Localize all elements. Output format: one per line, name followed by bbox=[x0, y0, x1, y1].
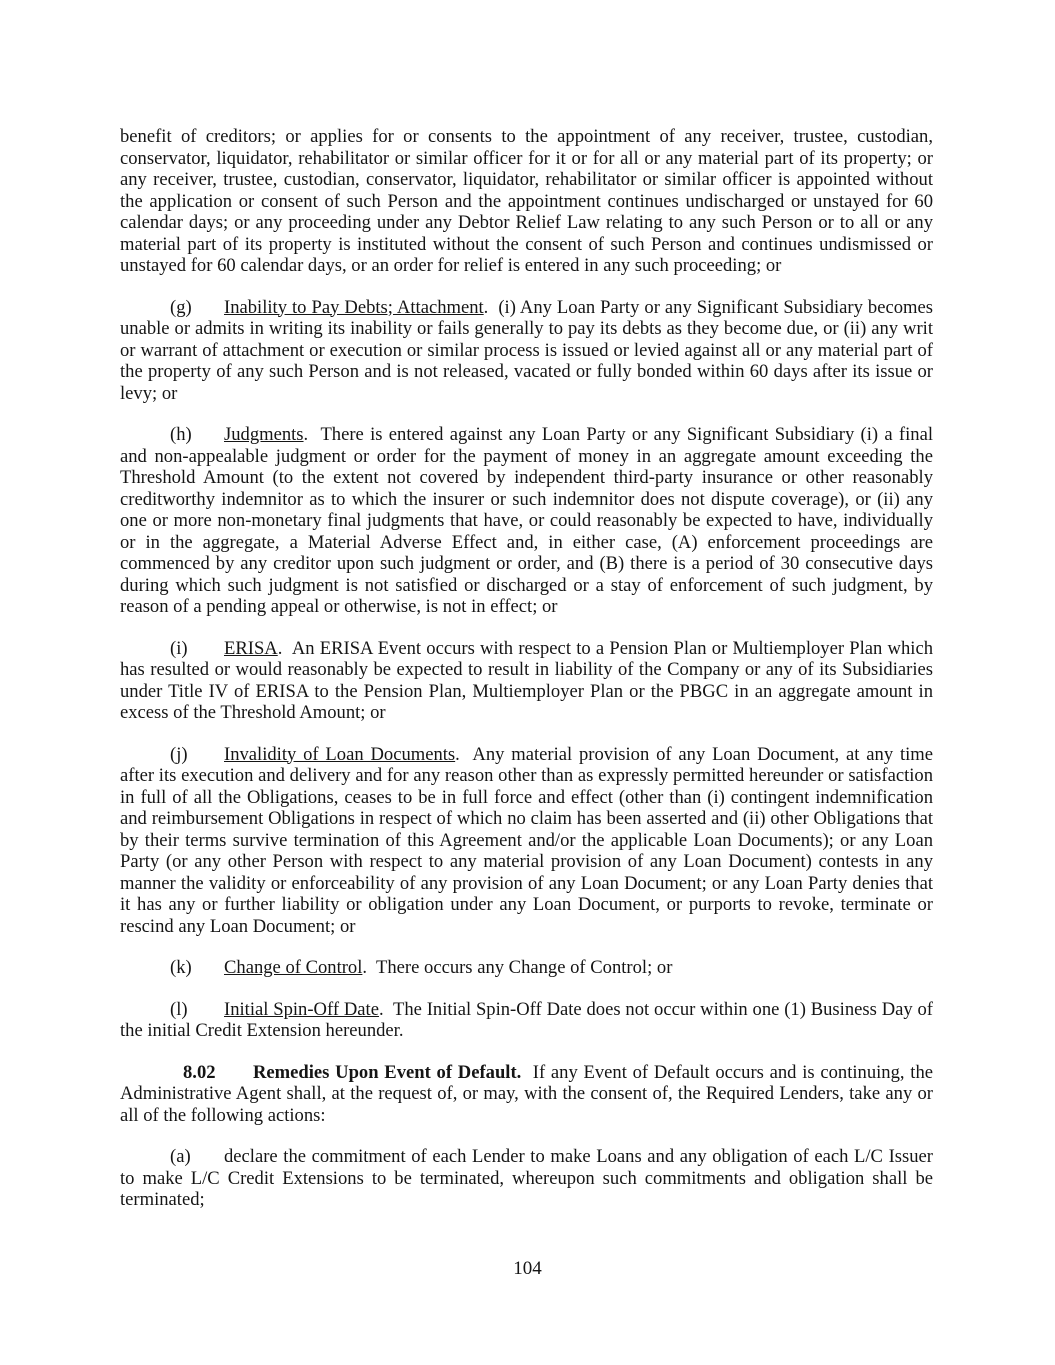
clause-label: (i) bbox=[170, 637, 188, 659]
text-run: . The Initial Spin-Off Date does not occur within one (1) Business Day of the initial Credit Extension hereunder. bbox=[120, 998, 934, 1041]
paragraph-clause-l-initial-spin-off-date bbox=[120, 999, 933, 1042]
text-run: . There occurs any Change of Control; or bbox=[362, 957, 673, 978]
text-run: . (i) Any Loan Party or any Significant Subsidiary becomes unable or admits in writing its inability or fails generally to pay its debts as they become due, or (ii) any writ or warrant of attachment or execution or similar process is issued or levied against all or any material part of the property of any such Person and is not released, vacated or fully bonded within 60 days after its issue or levy; or bbox=[120, 296, 933, 404]
clause-title: Invalidity of Loan Documents bbox=[224, 743, 456, 765]
clause-title: Change of Control bbox=[224, 957, 363, 978]
paragraph-clause-j-invalidity-of-loan-documents bbox=[120, 744, 933, 938]
clause-label: 8.02 bbox=[183, 1061, 216, 1083]
clause-title: ERISA bbox=[224, 637, 278, 659]
paragraph-section-8-02-remedies bbox=[120, 1062, 933, 1127]
clause-label: (a) bbox=[170, 1146, 191, 1167]
text-run: declare the commitment of each Lender to make Loans and any obligation of each L/C Issuer to make L/C Credit Extensions to be terminated, whereupon such commitments and obligation shall be terminated; bbox=[120, 1146, 933, 1210]
paragraph-clause-i-erisa bbox=[120, 638, 933, 724]
page-number: 104 bbox=[513, 1258, 542, 1279]
text-run: . There is entered against any Loan Party or any Significant Subsidiary (i) a final and non-appealable judgment or order for the payment of money in an aggregate amount exceeding the Threshold Amount (to the extent not covered by independent third-party insurance or other reasonably creditworthy indemnitor as to which the insurer or such indemnitor does not dispute coverage), or (ii) any one or more non-monetary final judgments that have, or could reasonably be expected to have, individually or in the aggregate, a Material Adverse Effect and, in either case, (A) enforcement proceedings are commenced by any creditor upon such judgment or order, and (B) there is a period of 30 consecutive days during which such judgment is not satisfied or discharged or a stay of enforcement of such judgment, by reason of a pending appeal or otherwise, is not in effect; or bbox=[120, 424, 933, 617]
clause-label: (h) bbox=[170, 424, 192, 445]
clause-label: (g) bbox=[170, 296, 192, 318]
document-body bbox=[120, 126, 933, 1231]
clause-label: (j) bbox=[170, 743, 188, 765]
clause-label: (k) bbox=[170, 957, 192, 978]
section-title: Remedies Upon Event of Default. bbox=[253, 1061, 522, 1083]
paragraph-clause-k-change-of-control bbox=[120, 957, 933, 979]
clause-label: (l) bbox=[170, 998, 188, 1020]
clause-title: Judgments bbox=[224, 424, 304, 445]
text-run: benefit of creditors; or applies for or consents to the appointment of any receiver, trustee, custodian, conservator, liquidator, rehabilitator or similar officer for it or for all or any material part of its property; or any receiver, trustee, custodian, conservator, liquidator, rehabilitator or similar officer is appointed without the application or consent of such Person and the appointment continues undischarged or unstayed for 60 calendar days; or any proceeding under any Debtor Relief Law relating to any such Person or to all or any material part of its property is instituted without the consent of such Person and continues undismissed or unstayed for 60 calendar days, or an order for relief is entered in any such proceeding; or bbox=[120, 126, 933, 276]
text-run: If any Event of Default occurs and is continuing, the Administrative Agent shall, at the request of, or may, with the consent of, the Required Lenders, take any or all of the following actions: bbox=[120, 1061, 933, 1126]
paragraph-clause-a-declare-commitment bbox=[120, 1146, 933, 1211]
clause-title: Inability to Pay Debts; Attachment bbox=[224, 296, 484, 318]
paragraph-creditors-continuation bbox=[120, 126, 933, 277]
paragraph-clause-g-inability-to-pay-debts bbox=[120, 297, 933, 405]
clause-title: Initial Spin-Off Date bbox=[224, 998, 379, 1020]
text-run: . Any material provision of any Loan Document, at any time after its execution and delivery and for any reason other than as expressly permitted hereunder or satisfaction in full of all the Obligations, ceases to be in full force and effect (other than (i) contingent indemnification and reimbursement Obligations in respect of which no claim has been asserted and (ii) other Obligations that by their terms survive termination of this Agreement and/or the applicable Loan Documents); or any Loan Party (or any other Person with respect to any material provision of any Loan Document) contests in any manner the validity or enforceability of any provision of any Loan Document; or any Loan Party denies that it has any or further liability or obligation under any Loan Document, or purports to revoke, terminate or rescind any Loan Document; or bbox=[120, 743, 933, 937]
text-run: . An ERISA Event occurs with respect to a Pension Plan or Multiemployer Plan which has resulted or would reasonably be expected to result in liability of the Company or any of its Subsidiaries under Title IV of ERISA to the Pension Plan, Multiemployer Plan or the PBGC in an aggregate amount in excess of the Threshold Amount; or bbox=[120, 637, 933, 723]
paragraph-clause-h-judgments bbox=[120, 424, 933, 618]
